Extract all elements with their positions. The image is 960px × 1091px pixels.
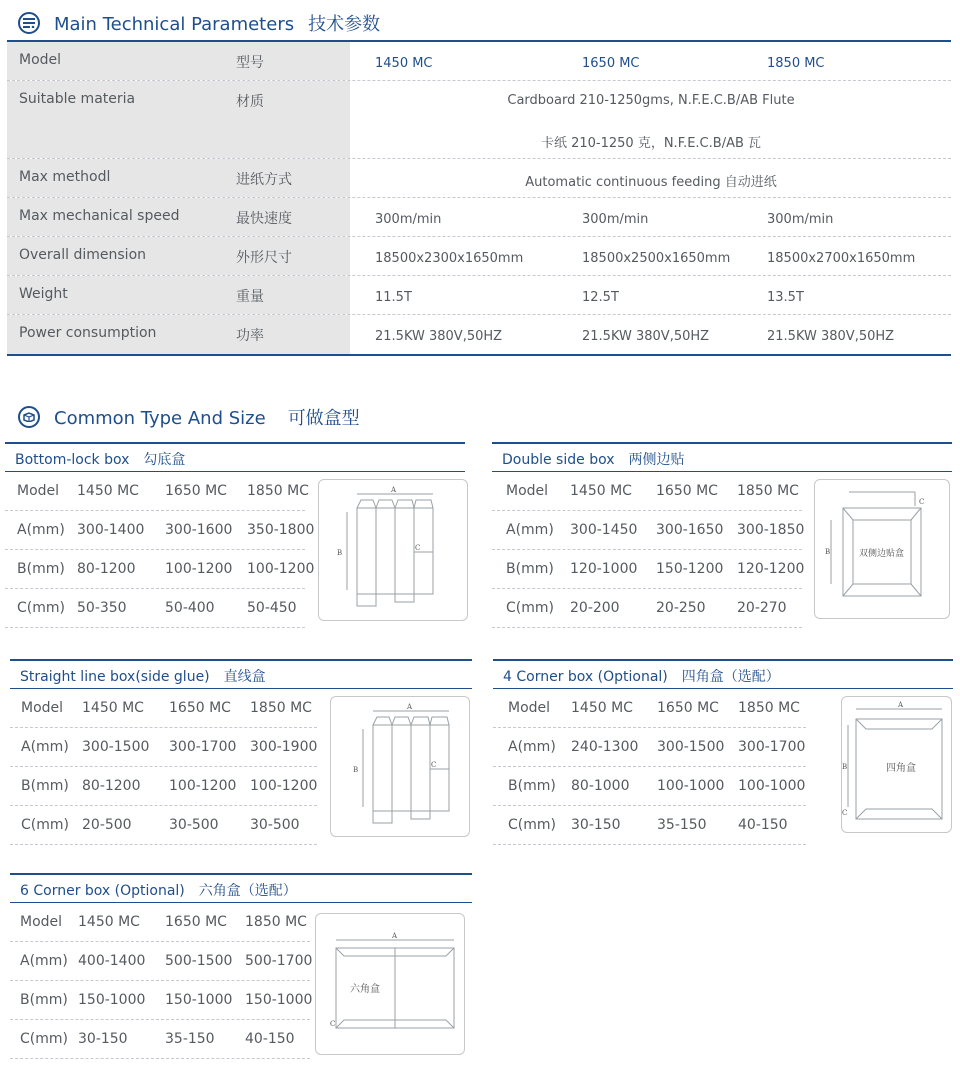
param-value: 1650 MC xyxy=(582,56,640,71)
param-label-zh: 外形尺寸 xyxy=(204,237,351,275)
spec-value: 1850 MC xyxy=(247,483,309,499)
param-value-span xyxy=(351,159,951,197)
card-title-zh: 直线盒 xyxy=(223,669,266,685)
box-diagram-frame xyxy=(318,479,468,621)
spec-value: 300-1700 xyxy=(738,739,806,755)
card-spec-row xyxy=(492,550,805,589)
spec-label: A(mm) xyxy=(20,953,68,969)
spec-value: 1650 MC xyxy=(657,700,719,716)
dim-label-b: B xyxy=(842,763,848,771)
dim-label-c: C xyxy=(919,498,925,506)
spec-value: 20-500 xyxy=(82,817,132,833)
spec-value: 100-1200 xyxy=(250,778,318,794)
param-row xyxy=(7,198,951,237)
card-spec-row xyxy=(492,511,805,550)
param-label-zh: 功率 xyxy=(204,315,351,354)
spec-value: 35-150 xyxy=(165,1031,215,1047)
spec-label: A(mm) xyxy=(506,522,554,538)
card-spec-row xyxy=(10,806,317,845)
card-spec-row xyxy=(10,942,313,981)
spec-value: 20-250 xyxy=(656,600,706,616)
spec-value: 80-1200 xyxy=(82,778,141,794)
diagram-label: 六角盒 xyxy=(350,984,380,995)
spec-value: 300-1850 xyxy=(737,522,805,538)
spec-value: 1850 MC xyxy=(245,914,307,930)
param-label: Model xyxy=(7,42,204,80)
spec-value: 400-1400 xyxy=(78,953,146,969)
spec-label: C(mm) xyxy=(20,1031,68,1047)
param-row xyxy=(7,237,951,276)
param-value: 300m/min xyxy=(582,212,649,227)
spec-value: 1450 MC xyxy=(570,483,632,499)
spec-value: 500-1700 xyxy=(245,953,313,969)
param-row xyxy=(7,159,951,198)
spec-value: 80-1000 xyxy=(571,778,630,794)
card-header-row xyxy=(10,689,317,728)
dim-label-b: B xyxy=(337,549,343,557)
spec-value: 1650 MC xyxy=(169,700,231,716)
card-title xyxy=(492,442,952,472)
param-value: 21.5KW 380V,50HZ xyxy=(582,329,710,344)
param-value: 13.5T xyxy=(767,290,804,305)
dim-label-c: C xyxy=(842,809,848,817)
spec-label: B(mm) xyxy=(21,778,69,794)
parameters-table xyxy=(7,40,951,356)
card-spec-row xyxy=(5,511,315,550)
spec-label: A(mm) xyxy=(508,739,556,755)
spec-value: 150-1000 xyxy=(78,992,146,1008)
section-title xyxy=(54,10,380,36)
box-diagram xyxy=(815,480,949,618)
spec-value: 150-1200 xyxy=(656,561,724,577)
card-title-en: 6 Corner box (Optional) xyxy=(20,883,185,899)
spec-value: 300-1400 xyxy=(77,522,145,538)
card-spec-row xyxy=(493,767,806,806)
spec-value: 1450 MC xyxy=(82,700,144,716)
spec-value: 1850 MC xyxy=(738,700,800,716)
section-title xyxy=(54,404,360,430)
spec-value: 30-150 xyxy=(571,817,621,833)
card-title xyxy=(10,659,472,689)
param-value-span xyxy=(351,81,951,158)
card-spec-row xyxy=(493,728,806,767)
spec-value: 100-1200 xyxy=(165,561,233,577)
spec-value: 1450 MC xyxy=(78,914,140,930)
dim-label-c: C xyxy=(431,761,437,769)
box-diagram xyxy=(316,914,464,1054)
param-value: 21.5KW 380V,50HZ xyxy=(375,329,503,344)
card-title-en: Straight line box(side glue) xyxy=(20,669,210,685)
param-value: 11.5T xyxy=(375,290,412,305)
box-type-card xyxy=(10,659,472,849)
diagram-label: 四角盒 xyxy=(886,763,916,774)
param-row xyxy=(7,315,951,354)
dim-label-c: C xyxy=(415,544,421,552)
param-label: Weight xyxy=(7,276,204,314)
spec-label: Model xyxy=(17,483,60,499)
box-type-card xyxy=(5,442,465,632)
card-title-zh: 四角盒（选配） xyxy=(681,669,780,685)
box-type-card xyxy=(10,873,472,1063)
spec-value: 40-150 xyxy=(245,1031,295,1047)
param-row xyxy=(7,81,951,159)
dim-label-b: B xyxy=(353,766,359,774)
spec-value: 30-500 xyxy=(250,817,300,833)
param-label-zh: 材质 xyxy=(204,81,351,158)
spec-value: 1650 MC xyxy=(165,483,227,499)
spec-label: Model xyxy=(21,700,64,716)
card-spec-row xyxy=(5,589,305,628)
spec-value: 20-270 xyxy=(737,600,787,616)
spec-label: B(mm) xyxy=(20,992,68,1008)
box-diagram xyxy=(319,480,467,620)
box-diagram-frame xyxy=(330,696,470,837)
card-title-en: 4 Corner box (Optional) xyxy=(503,669,668,685)
section-header-box-types xyxy=(18,404,360,430)
spec-label: C(mm) xyxy=(21,817,69,833)
card-title xyxy=(10,873,472,903)
spec-value: 150-1000 xyxy=(165,992,233,1008)
card-title-zh: 六角盒（选配） xyxy=(198,883,297,899)
card-spec-row xyxy=(10,1020,310,1059)
dim-label-c: C xyxy=(330,1020,336,1028)
spec-value: 20-200 xyxy=(570,600,620,616)
dim-label-a: A xyxy=(392,932,398,940)
spec-value: 50-450 xyxy=(247,600,297,616)
spec-value: 30-150 xyxy=(78,1031,128,1047)
section-title-en: Common Type And Size xyxy=(54,408,266,429)
box-diagram-frame xyxy=(814,479,950,619)
spec-label: Model xyxy=(506,483,549,499)
spec-label: C(mm) xyxy=(508,817,556,833)
card-header-row xyxy=(493,689,806,728)
section-title-zh: 可做盒型 xyxy=(287,408,360,429)
param-row xyxy=(7,42,951,81)
spec-value: 150-1000 xyxy=(245,992,313,1008)
param-value: 12.5T xyxy=(582,290,619,305)
card-spec-row xyxy=(493,806,806,845)
section-title-en: Main Technical Parameters xyxy=(54,14,295,35)
spec-label: A(mm) xyxy=(17,522,65,538)
box-diagram-frame xyxy=(315,913,465,1055)
spec-value: 120-1000 xyxy=(570,561,638,577)
card-header-row xyxy=(5,472,309,511)
spec-value: 1450 MC xyxy=(571,700,633,716)
spec-value: 500-1500 xyxy=(165,953,233,969)
spec-value: 300-1900 xyxy=(250,739,318,755)
box-icon xyxy=(18,406,40,428)
spec-value: 100-1200 xyxy=(247,561,315,577)
param-value: 18500x2500x1650mm xyxy=(582,251,731,266)
param-row xyxy=(7,276,951,315)
spec-label: C(mm) xyxy=(506,600,554,616)
param-span-line: Automatic continuous feeding 自动进纸 xyxy=(525,175,777,190)
spec-value: 1650 MC xyxy=(165,914,227,930)
param-label-zh: 进纸方式 xyxy=(204,159,351,197)
spec-value: 300-1500 xyxy=(657,739,725,755)
param-value: 300m/min xyxy=(375,212,442,227)
dim-label-a: A xyxy=(407,703,413,711)
card-spec-row xyxy=(10,728,317,767)
spec-value: 80-1200 xyxy=(77,561,136,577)
param-label-zh: 型号 xyxy=(204,42,351,80)
spec-label: B(mm) xyxy=(17,561,65,577)
card-title-en: Bottom-lock box xyxy=(15,452,130,468)
spec-value: 100-1000 xyxy=(738,778,806,794)
box-diagram-frame xyxy=(841,696,952,833)
param-span-line: 卡纸 210-1250 克，N.F.E.C.B/AB 瓦 xyxy=(540,136,762,151)
spec-value: 300-1700 xyxy=(169,739,237,755)
spec-value: 50-400 xyxy=(165,600,215,616)
box-type-card xyxy=(492,442,952,632)
dim-label-b: B xyxy=(825,548,831,556)
param-label: Max mechanical speed xyxy=(7,198,204,236)
spec-value: 1850 MC xyxy=(250,700,312,716)
box-type-card xyxy=(493,659,953,849)
param-value: 18500x2700x1650mm xyxy=(767,251,916,266)
param-value: 300m/min xyxy=(767,212,834,227)
card-header-row xyxy=(492,472,802,511)
param-label: Power consumption xyxy=(7,315,204,354)
dim-label-a: A xyxy=(898,701,904,709)
spec-label: C(mm) xyxy=(17,600,65,616)
card-header-row xyxy=(10,903,310,942)
param-label: Overall dimension xyxy=(7,237,204,275)
spec-value: 120-1200 xyxy=(737,561,805,577)
list-icon xyxy=(18,12,40,34)
spec-value: 1450 MC xyxy=(77,483,139,499)
card-spec-row xyxy=(10,767,317,806)
spec-value: 100-1000 xyxy=(657,778,725,794)
param-value: 18500x2300x1650mm xyxy=(375,251,524,266)
section-header-parameters xyxy=(18,10,380,36)
param-span-line: Cardboard 210-1250gms, N.F.E.C.B/AB Flute xyxy=(507,93,795,108)
spec-value: 50-350 xyxy=(77,600,127,616)
card-spec-row xyxy=(10,981,313,1020)
param-value: 21.5KW 380V,50HZ xyxy=(767,329,895,344)
param-label: Max methodl xyxy=(7,159,204,197)
spec-value: 35-150 xyxy=(657,817,707,833)
spec-value: 30-500 xyxy=(169,817,219,833)
param-label: Suitable materia xyxy=(7,81,204,158)
spec-label: Model xyxy=(508,700,551,716)
spec-value: 300-1600 xyxy=(165,522,233,538)
card-spec-row xyxy=(5,550,315,589)
spec-value: 1650 MC xyxy=(656,483,718,499)
spec-value: 350-1800 xyxy=(247,522,315,538)
param-value: 1450 MC xyxy=(375,56,433,71)
spec-value: 240-1300 xyxy=(571,739,639,755)
spec-label: B(mm) xyxy=(506,561,554,577)
card-title xyxy=(5,442,465,472)
param-label-zh: 重量 xyxy=(204,276,351,314)
spec-value: 300-1650 xyxy=(656,522,724,538)
spec-value: 100-1200 xyxy=(169,778,237,794)
spec-label: B(mm) xyxy=(508,778,556,794)
diagram-label: 双侧边贴盒 xyxy=(859,549,905,559)
dim-label-a: A xyxy=(391,486,397,494)
spec-label: A(mm) xyxy=(21,739,69,755)
spec-label: Model xyxy=(20,914,63,930)
spec-value: 300-1500 xyxy=(82,739,150,755)
card-title-en: Double side box xyxy=(502,452,615,468)
spec-value: 1850 MC xyxy=(737,483,799,499)
box-diagram xyxy=(331,697,469,836)
card-title-zh: 两侧边贴 xyxy=(628,452,685,468)
section-title-zh: 技术参数 xyxy=(308,14,381,35)
box-diagram xyxy=(842,697,951,832)
spec-value: 300-1450 xyxy=(570,522,638,538)
param-value: 1850 MC xyxy=(767,56,825,71)
card-title-zh: 勾底盒 xyxy=(143,452,186,468)
spec-value: 40-150 xyxy=(738,817,788,833)
card-spec-row xyxy=(492,589,802,628)
card-title xyxy=(493,659,953,689)
param-label-zh: 最快速度 xyxy=(204,198,351,236)
